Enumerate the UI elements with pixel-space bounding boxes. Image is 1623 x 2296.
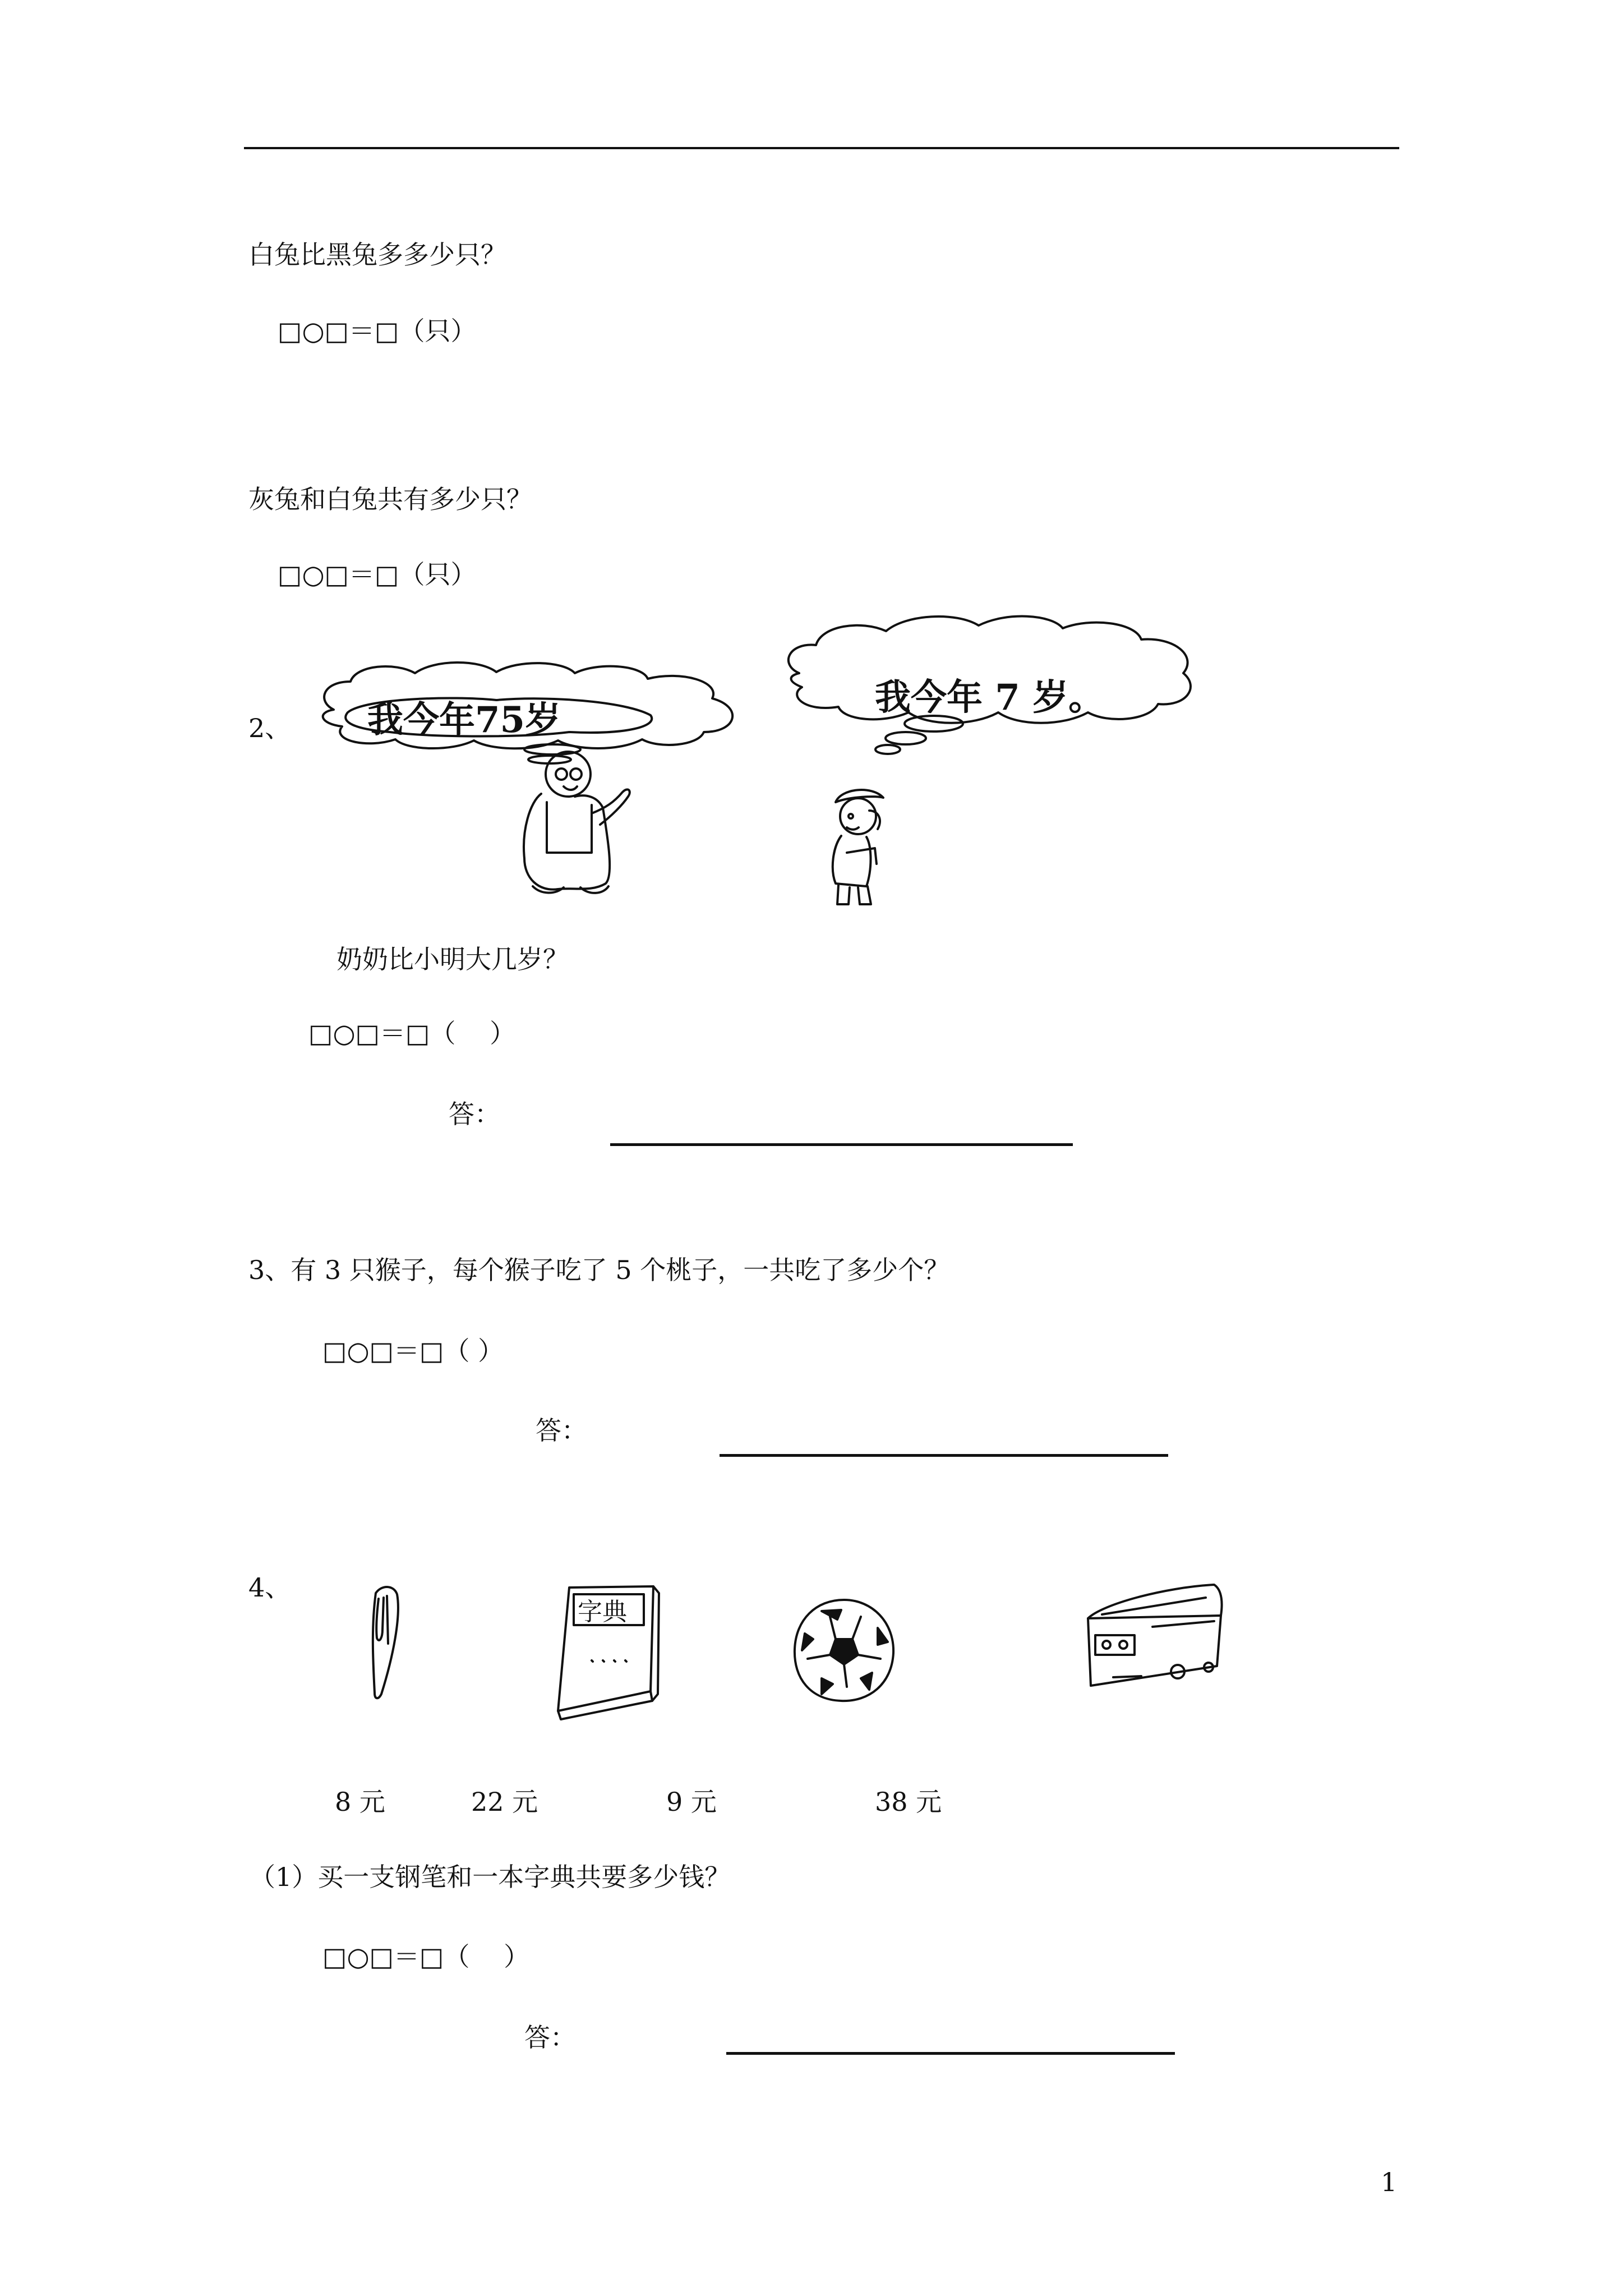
- q2-question: 奶奶比小明大几岁？: [336, 944, 569, 974]
- svg-text:字典: 字典: [578, 1598, 627, 1626]
- grandma-bubble-text: 我今年75岁: [367, 699, 561, 741]
- q4-sub1-equation[interactable]: □○□＝□（ ）: [322, 1941, 530, 1972]
- q4-sub1-answer-line[interactable]: [726, 2052, 1175, 2055]
- q2-number: 2、: [248, 713, 291, 743]
- boy-bubble-text: 我今年 7 岁。: [875, 677, 1105, 719]
- q1-sub1-question: 白兔比黑兔多多少只？: [248, 240, 506, 270]
- q4-price-bus: 38 元: [875, 1787, 942, 1817]
- q3-text: 3、有 3 只猴子，每个猴子吃了 5 个桃子，一共吃了多少个？: [248, 1255, 950, 1285]
- q2-equation[interactable]: □○□＝□（ ）: [308, 1018, 516, 1048]
- pen-icon: [359, 1582, 409, 1705]
- q3-answer-label: 答：: [536, 1415, 587, 1446]
- q3-equation[interactable]: □○□＝□（ ）: [322, 1336, 504, 1366]
- q4-price-dictionary: 22 元: [471, 1787, 538, 1817]
- q2-answer-line[interactable]: [610, 1143, 1073, 1146]
- q4-price-ball: 9 元: [666, 1787, 717, 1817]
- q4-price-pen: 8 元: [335, 1787, 385, 1817]
- toy-bus-icon: [1080, 1582, 1231, 1700]
- q4-sub1-answer-label: 答：: [524, 2022, 576, 2053]
- q1-sub2-question: 灰兔和白兔共有多少只？: [248, 484, 532, 514]
- q2-answer-label: 答：: [449, 1099, 500, 1129]
- page-number: 1: [1381, 2167, 1398, 2197]
- boy-figure-icon: [816, 785, 906, 909]
- header-rule: [244, 147, 1399, 149]
- q3-answer-line[interactable]: [720, 1454, 1168, 1457]
- q4-number: 4、: [248, 1572, 291, 1603]
- q4-sub1-question: （1）买一支钢笔和一本字典共要多少钱？: [250, 1862, 731, 1892]
- q1-sub1-equation[interactable]: □○□＝□（只）: [278, 316, 477, 346]
- dictionary-icon: [547, 1576, 665, 1725]
- soccer-ball-icon: [788, 1594, 900, 1706]
- grandma-figure-icon: [508, 740, 637, 898]
- q1-sub2-equation[interactable]: □○□＝□（只）: [278, 559, 477, 590]
